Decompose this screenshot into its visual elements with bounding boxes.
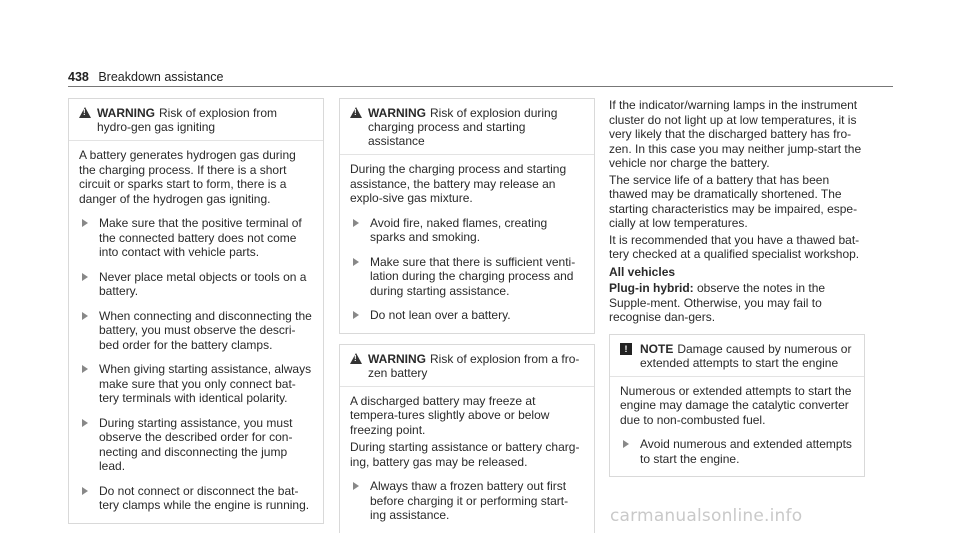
column-middle [339,98,595,533]
list-item [79,309,313,353]
paragraph: The service life of a battery that has been thawed may be dramatically shortened. The starting characteristics may be impaired, espe-cially at low temperatures. [609,172,858,230]
arrow-right-icon [623,440,629,448]
page-number: 438 [68,70,89,84]
warning-box-charging [339,98,595,334]
bullet-text: Do not lean over a battery. [370,308,511,322]
list-item [79,484,313,513]
column-right [609,98,865,477]
arrow-right-icon [82,487,88,495]
list-item [79,416,313,474]
note-label: NOTE [640,341,674,356]
bullet-text: Avoid numerous and extended attempts to start the engine. [640,437,852,466]
bullet-text: When giving starting assistance, always make sure that you only connect bat-tery terminals with identical polarity. [99,362,312,405]
warning-box-frozen [339,344,595,533]
arrow-right-icon [82,273,88,281]
arrow-right-icon [353,219,359,227]
list-item [350,255,584,299]
arrow-right-icon [353,311,359,319]
bullet-text: During starting assistance, you must observe the described order for con-necting and disconnecting the jump lead. [99,415,293,473]
arrow-right-icon [353,258,359,266]
note-icon: ! [620,343,632,355]
bullet-text: Do not connect or disconnect the bat-tery clamps while the engine is running. [99,483,310,512]
warning-intro: A discharged battery may freeze at tempera-tures slightly above or below freezing point. [350,393,550,437]
arrow-right-icon [82,312,88,320]
note-header [610,335,864,377]
warning-triangle-icon [79,107,91,118]
warning-intro: A battery generates hydrogen gas during the charging process. If there is a short circuit or sparks start to form, there is a danger of the hydrogen gas igniting. [79,148,296,206]
warning-title: Risk of explosion during charging process and starting assistance [368,106,558,148]
list-item [350,216,584,245]
bullet-text: Make sure that the positive terminal of the connected battery does not come into contact with vehicle parts. [99,216,302,259]
warning-header [340,99,594,155]
arrow-right-icon [82,365,88,373]
arrow-right-icon [82,419,88,427]
page-header [68,70,223,84]
warning-intro: During the charging process and starting assistance, the battery may release an explo-sive gas mixture. [350,162,567,205]
section-title: Breakdown assistance [98,70,224,84]
plugin-label: Plug-in hybrid: [609,281,694,295]
note-intro: Numerous or extended attempts to start the engine may damage the catalytic converter due to non-combusted fuel. [620,383,852,427]
list-item [350,479,584,523]
note-body [610,377,864,477]
warning-triangle-icon [350,107,362,118]
list-item [350,308,584,323]
list-item [79,362,313,406]
warning-header [69,99,323,141]
warning-title: Risk of explosion from a fro-zen battery [368,351,580,380]
arrow-right-icon [82,219,88,227]
bullet-text: Avoid fire, naked flames, creating sparks and smoking. [370,215,548,244]
plugin-text: observe the notes in the Supple-ment. Otherwise, you may fail to recognise dan-gers. [609,281,826,324]
paragraph: If the indicator/warning lamps in the instrument cluster do not light up at low temperatures, it is very likely that the discharged battery has fro-zen. In this case you may neither jump-start the vehicle nor charge the battery. [609,98,862,170]
bullet-text: Always thaw a frozen battery out first before charging it or performing start-ing assistance. [370,479,569,522]
list-item [79,216,313,260]
header-divider [68,86,893,87]
note-box-engine [609,334,865,478]
paragraph: It is recommended that you have a thawed bat-tery checked at a qualified specialist workshop. [609,232,860,261]
subheading-all-vehicles: All vehicles [609,264,676,279]
warning-body [340,155,594,333]
watermark: carmanualsonline.info [610,506,803,526]
warning-body [69,141,323,523]
warning-intro-2: During starting assistance or battery charg-ing, battery gas may be released. [350,440,580,469]
warning-box-hydrogen [68,98,324,524]
warning-title: Risk of explosion from hydro-gen gas igniting [97,106,278,134]
bullet-text: Never place metal objects or tools on a battery. [99,269,307,298]
warning-label: WARNING [97,106,155,120]
body-text [609,98,865,325]
bullet-text: Make sure that there is sufficient venti-lation during the charging process and during starting assistance. [370,254,576,298]
warning-header [340,345,594,387]
paragraph-plugin-hybrid [609,281,865,325]
warning-triangle-icon [350,353,362,364]
list-item [620,437,854,466]
warning-label: WARNING [368,351,426,366]
list-item [79,270,313,299]
column-left [68,98,324,524]
warning-body [340,387,594,533]
warning-label: WARNING [368,106,426,120]
note-title: Damage caused by numerous or extended attempts to start the engine [640,341,852,370]
bullet-text: When connecting and disconnecting the battery, you must observe the descri-bed order for the battery clamps. [99,308,312,352]
arrow-right-icon [353,482,359,490]
